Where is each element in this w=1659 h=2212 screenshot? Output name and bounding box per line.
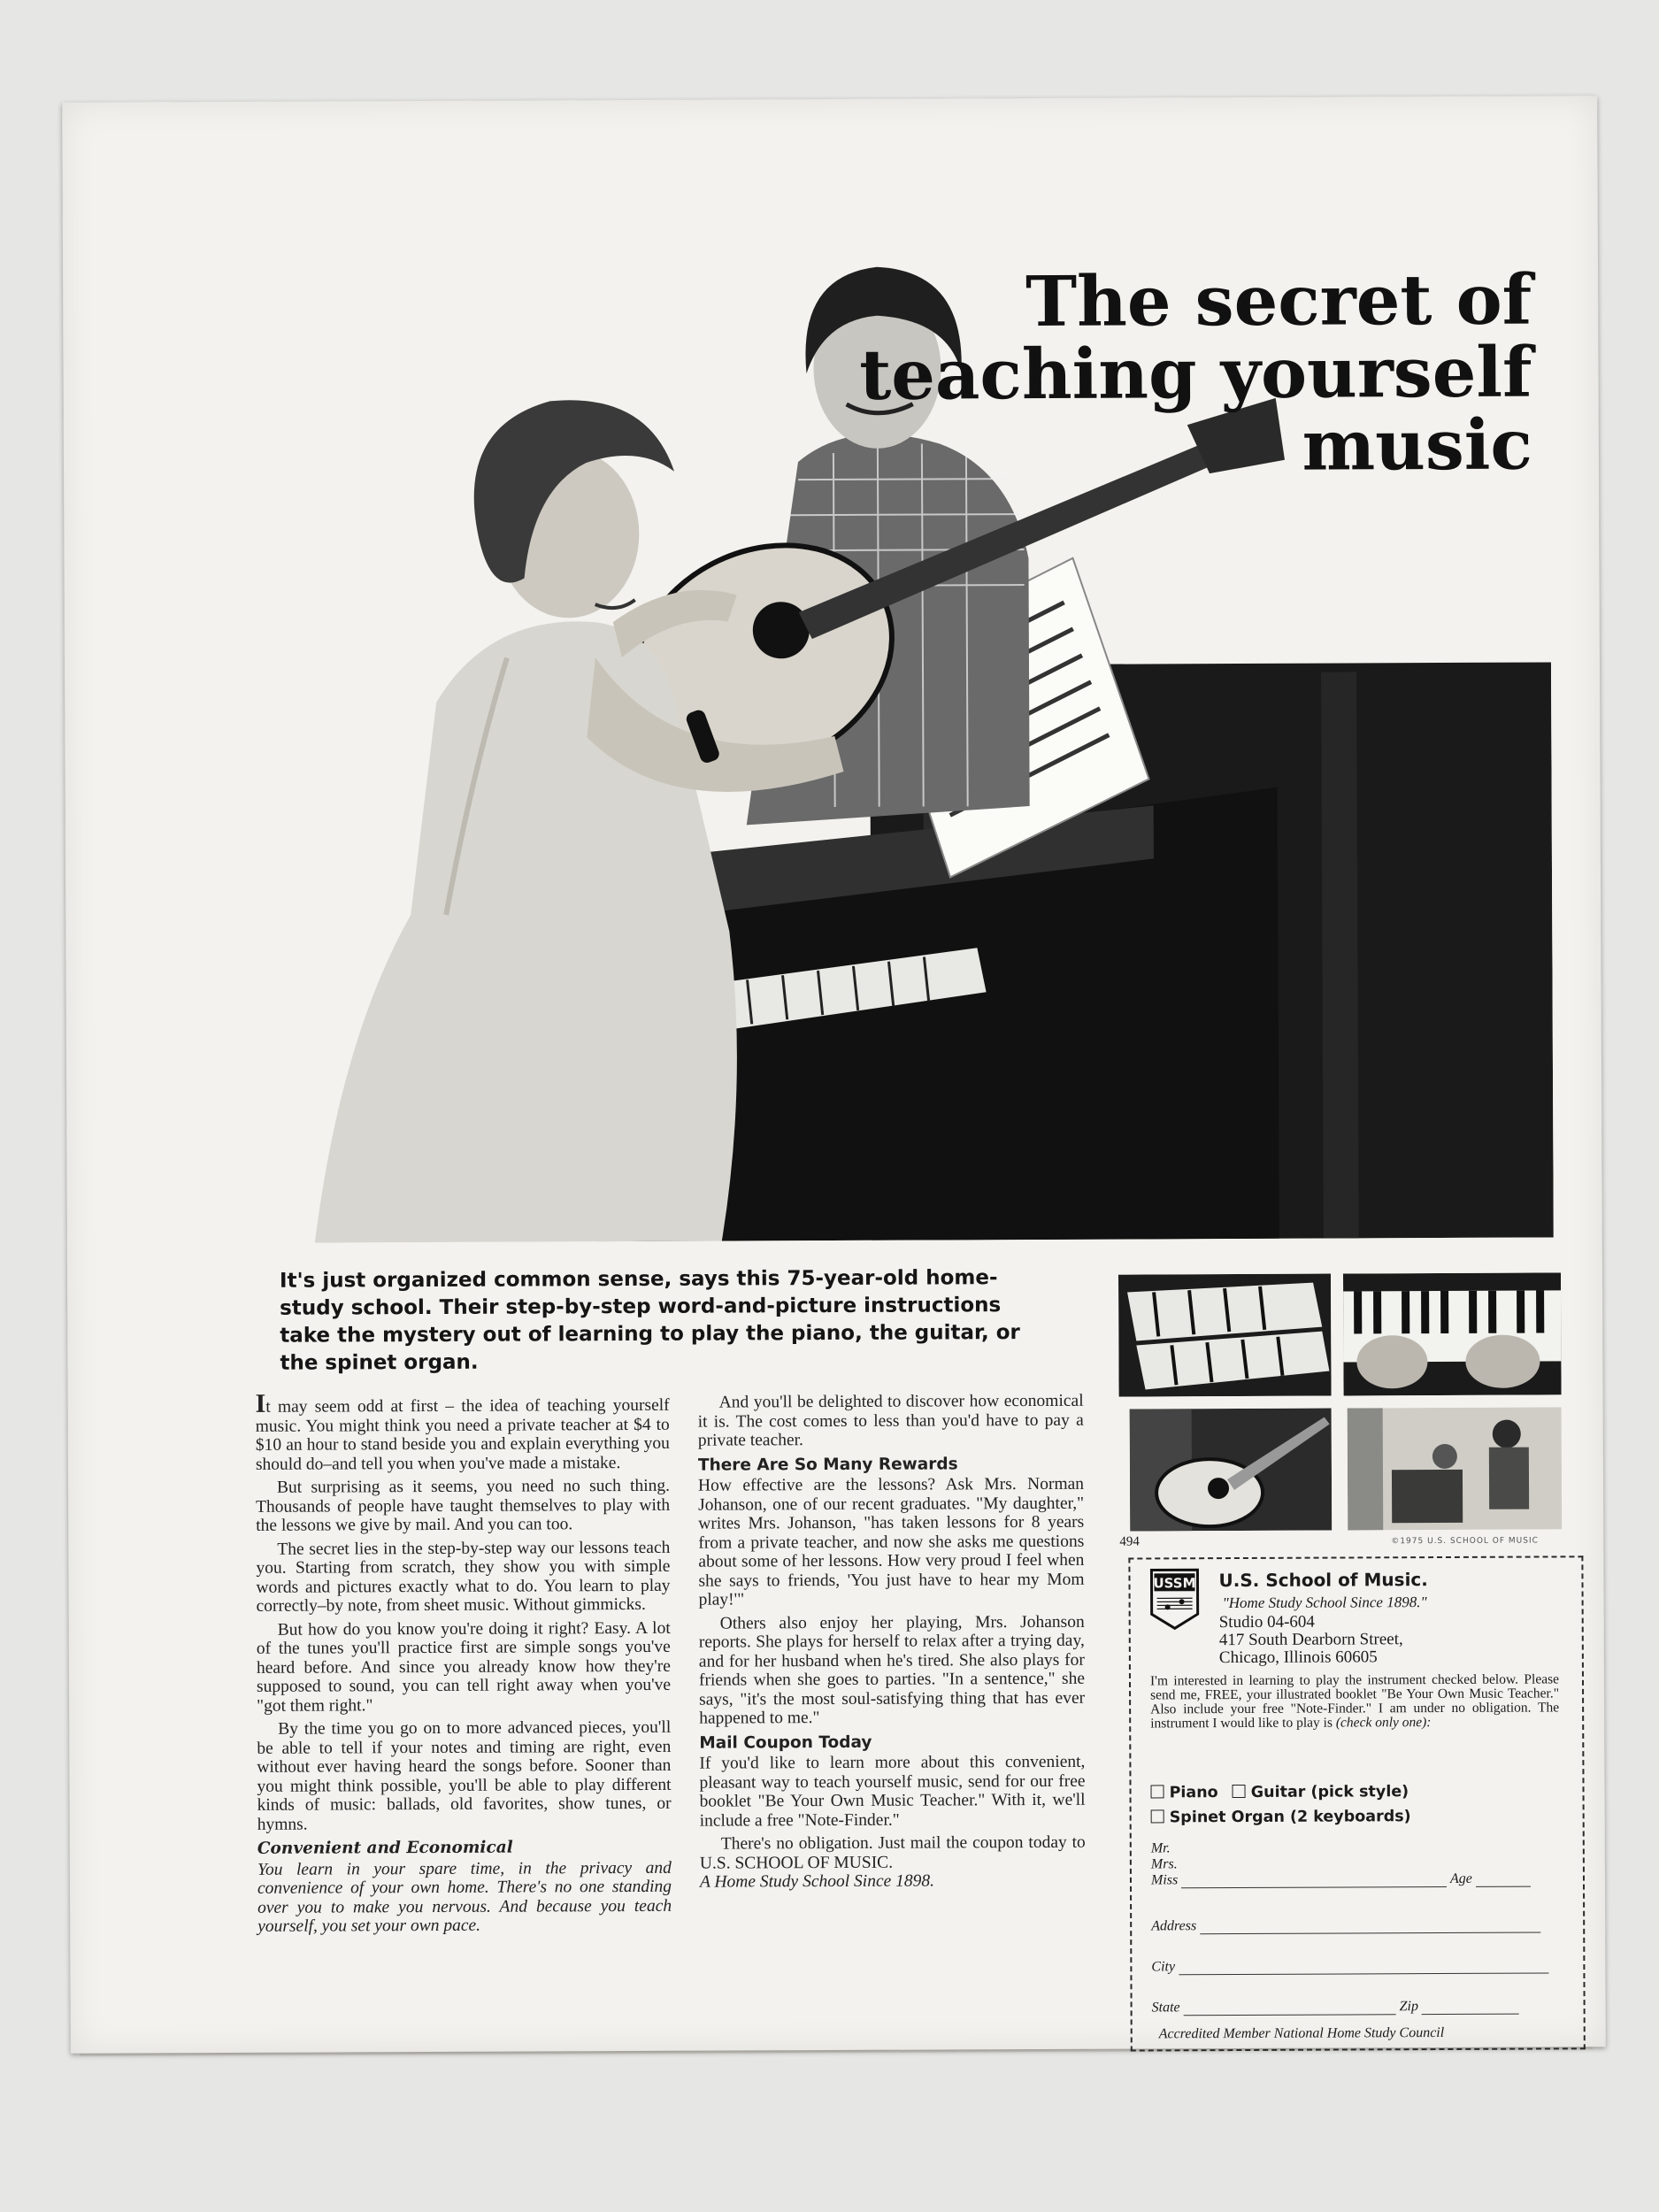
option-piano[interactable] [1151,1784,1218,1801]
coupon-since: "Home Study School Since 1898." [1222,1594,1427,1612]
options-row-2 [1151,1804,1420,1830]
options-row-1 [1150,1779,1419,1805]
logo-text: USSM [1153,1575,1196,1592]
photo-piano-hands [1343,1272,1562,1395]
checkbox-icon[interactable] [1151,1809,1164,1823]
coupon-form [1150,1839,1567,2016]
photo-organ-keyboards [1118,1274,1332,1397]
lead-paragraph: It's just organized common sense, says this 75-year-old home-study school. Their step-by-step word-and-picture instructions take the mystery out of learning to play the piano, the guitar, or the spinet organ. [279,1266,1020,1375]
zip-label: Zip [1399,1999,1418,2015]
name-row [1151,1870,1567,1888]
checkbox-icon[interactable] [1233,1785,1246,1798]
coupon-city: Chicago, Illinois 60605 [1218,1647,1378,1668]
subhead-rewards: There Are So Many Rewards [697,1454,958,1475]
address-field[interactable] [1200,1920,1540,1935]
state-label: State [1151,2000,1180,2016]
mail-coupon[interactable] [1128,1555,1585,2051]
option-organ-label: Spinet Organ (2 keyboards) [1169,1808,1411,1827]
age-field[interactable] [1476,1874,1531,1887]
body-column-2 [698,1392,1086,1896]
body-paragraph-11-text: There's no obligation. Just mail the coupon today to U.S. SCHOOL OF MUSIC. [699,1832,1086,1873]
body-paragraph-9: Others also enjoy her playing, Mrs. Johanson reports. She plays for herself to relax after a trying day, and for her husband when he's tired. She also plays for friends when she goes to parties. "In a sentence," she says, "it's the most soul-satisfying thing that has ever happened to me." [698,1612,1086,1728]
coupon-intro [1150,1672,1559,1731]
photo-guitar-player [1130,1409,1333,1532]
state-field[interactable] [1184,2001,1396,2016]
option-guitar[interactable] [1233,1783,1409,1801]
title-miss: Miss [1150,1872,1179,1888]
coupon-studio: Studio 04-604 [1218,1612,1315,1632]
school-tagline: A Home Study School Since 1898. [699,1871,935,1892]
subhead-mail-coupon: Mail Coupon Today [699,1732,872,1753]
headline [797,259,1533,487]
zip-field[interactable] [1422,2001,1519,2015]
name-field[interactable] [1181,1874,1447,1888]
option-spinet-organ[interactable] [1151,1808,1411,1826]
coupon-intro-text: I'm interested in learning to play the instrument checked below. Please send me, FREE, your illustrated booklet "Be Your Own Music Teacher." Also include your free "Note-Finder." I am under no obligation. The instrument I would like to play is [1149,1671,1560,1732]
headline-line-1: The secret of [1025,259,1532,343]
instrument-options [1150,1779,1419,1830]
option-piano-label: Piano [1169,1784,1218,1802]
coupon-intro-note: (check only one): [1335,1715,1432,1731]
body-paragraph-6: You learn in your spare time, in the privacy and convenience of your own home. There's no one standing over you to make you nervous. And because you teach yourself, you set your own pace. [257,1858,672,1936]
city-field[interactable] [1179,1960,1548,1975]
ussm-logo [1148,1566,1201,1632]
subhead-convenient: Convenient and Economical [257,1838,513,1858]
drop-cap: I [255,1388,266,1418]
coupon-address [1219,1613,1403,1667]
body-paragraph-8: How effective are the lessons? Ask Mrs. Norman Johanson, one of our recent graduates. "My daughter," writes Mrs. Johanson, "has taken lessons for 8 years from a private teacher, and now she asks me questions about some of her lessons. How very proud I feel when she says to friends, 'You just have to hear my Mom play!'" [697,1474,1085,1609]
body-paragraph-1-text: t may seem odd at first – the idea of teaching yourself music. You might think you need a private teacher at $4 to $10 an hour to stand beside you and explain everything you should do–and tell you when you've made a mistake. [255,1395,670,1474]
coupon-school-name: U.S. School of Music. [1218,1569,1428,1592]
checkbox-icon[interactable] [1151,1785,1164,1798]
body-paragraph-1 [255,1388,670,1474]
headline-line-3: music [1302,404,1533,487]
photo-family-room [1348,1407,1563,1530]
city-row [1151,1957,1548,1975]
body-paragraph-10: If you'd like to learn more about this convenient, pleasant way to teach yourself music, send for our free booklet "Be Your Own Music Teacher." With it, we'll include a free "Note-Finder." [699,1752,1086,1831]
headline-line-2: teaching yourself [859,332,1532,416]
address-row [1151,1917,1540,1935]
body-paragraph-3: The secret lies in the step-by-step way our lessons teach you. Starting from scratch, they show you with simple words and pictures exactly what to do. You learn to play correctly–by note, from sheet music. Without gimmicks. [256,1538,671,1616]
body-paragraph-7: And you'll be delighted to discover how economical it is. The cost comes to less than you'd have to pay a private teacher. [697,1391,1084,1450]
coupon-street: 417 South Dearborn Street, [1218,1630,1403,1650]
page-number: 494 [1119,1534,1140,1549]
age-label: Age [1449,1870,1472,1886]
city-label: City [1151,1959,1176,1975]
state-zip-row [1152,1999,1519,2016]
address-label: Address [1151,1918,1197,1934]
copyright-notice: ©1975 U.S. SCHOOL OF MUSIC [1391,1536,1539,1547]
body-column-1 [255,1388,672,1941]
body-paragraph-4: But how do you know you're doing it right? Easy. A lot of the tunes you'll practice first are simple songs you've heard before. And since you already know how they're supposed to sound, you can tell right away when you've "got them right." [256,1618,672,1716]
body-paragraph-2: But surprising as it seems, you need no such thing. Thousands of people have taught themselves to play with the lessons we give by mail. And you can too. [256,1476,671,1535]
body-paragraph-11 [700,1833,1086,1892]
title-mrs: Mrs. [1150,1856,1178,1872]
title-mr: Mr. [1150,1840,1171,1856]
option-guitar-label: Guitar (pick style) [1250,1783,1409,1801]
body-paragraph-5: By the time you go on to more advanced pieces, you'll be able to tell if your notes and timing are right, even without ever having heard the songs before. Sooner than you might think possible, you'll be able to play different kinds of music: ballads, old favorites, show tunes, or hymns. [257,1717,672,1834]
advertisement-page [62,96,1606,2054]
accreditation: Accredited Member National Home Study Council [1158,2025,1445,2042]
